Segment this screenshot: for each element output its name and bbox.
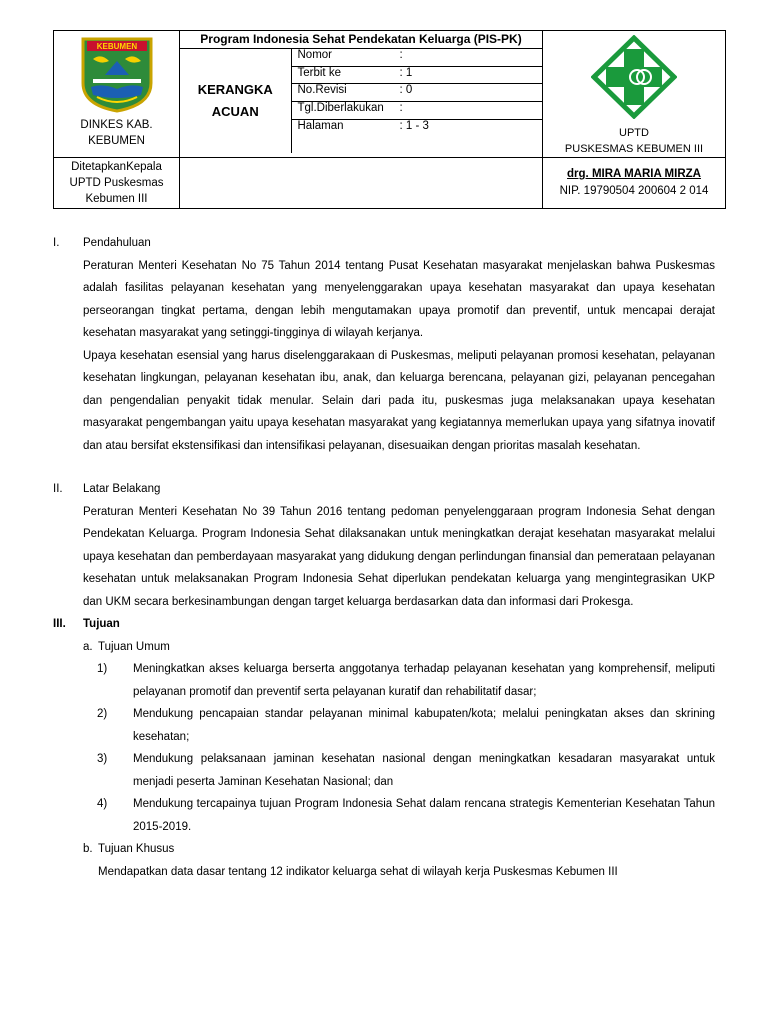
meta-label: Terbit ke — [297, 66, 341, 79]
item-number: 3) — [97, 753, 108, 765]
item-text: Mendukung pencapaian standar pelayanan minimal kabupaten/kota; melalui peningkatan akses dan skrining kesehatan; — [133, 708, 715, 743]
item-number: 1) — [97, 663, 108, 675]
puskesmas-logo-icon — [591, 35, 677, 119]
section-title: Pendahuluan — [83, 237, 151, 249]
doc-type-cell — [180, 49, 291, 153]
signer-cell — [543, 158, 726, 209]
subsection-title: Tujuan Khusus — [98, 843, 175, 855]
meta-row — [291, 49, 542, 66]
subsection-number: a. — [83, 640, 93, 653]
paragraph: Peraturan Menteri Kesehatan No 75 Tahun 2014 tentang Pusat Kesehatan masyarakat menjelaskan bahwa Puskesmas adalah fasilitas pelayanan kesehatan yang menyelenggarakan upaya kesehatan masyarakat dan upaya kesehatan perseorangan tingkat pertama, dengan lebih mengutamakan upaya promotif dan preventif, untuk mencapai derajat kesehatan masyarakat yang setinggi-tingginya di wilayah kerjanya. — [83, 259, 715, 339]
meta-value: : 0 — [399, 84, 413, 97]
kebumen-emblem-icon — [79, 35, 155, 113]
doc-type-line1: KERANGKA — [197, 82, 273, 97]
item-number: 4) — [97, 798, 108, 810]
item-text: Mendukung pelaksanaan jaminan kesehatan nasional dengan meningkatkan kesadaran masyarakat untuk menjadi peserta Jaminan Kesehatan Nasional; dan — [133, 753, 715, 788]
signer-name: drg. MIRA MARIA MIRZA — [567, 168, 701, 180]
section-title: Tujuan — [83, 618, 120, 630]
meta-row — [291, 84, 542, 102]
left-logo-cell — [54, 31, 180, 158]
emblem-text: KEBUMEN — [96, 42, 137, 51]
meta-row — [291, 102, 542, 120]
meta-row — [291, 66, 542, 84]
meta-label: No.Revisi — [297, 84, 347, 97]
subsection-number: b. — [83, 843, 93, 855]
section-number: III. — [53, 618, 66, 630]
list-item — [53, 703, 715, 748]
item-text: Meningkatkan akses keluarga berserta anggotanya terhadap pelayanan kesehatan yang komprehensif, meliputi pelayanan promotif dan preventif serta pelayanan kuratif dan rehabilitatif dasar; — [133, 663, 715, 698]
meta-label: Halaman — [297, 119, 344, 132]
approval-line3: Kebumen III — [85, 193, 148, 205]
subsection-a — [53, 636, 715, 659]
meta-value: : — [399, 49, 403, 61]
document-body — [53, 232, 715, 883]
org-right-line1: UPTD — [619, 127, 649, 139]
item-text: Mendukung tercapainya tujuan Program Indonesia Sehat dalam rencana strategis Kementerian Kesehatan Tahun 2015-2019. — [133, 798, 715, 833]
org-right-line2: PUSKESMAS KEBUMEN III — [564, 143, 704, 155]
list-item — [53, 748, 715, 793]
meta-value: : 1 - 3 — [399, 119, 429, 132]
program-cell — [180, 31, 543, 158]
section-tujuan — [53, 613, 715, 636]
meta-value: : — [399, 102, 403, 115]
meta-label: Nomor — [297, 49, 333, 61]
approval-line1: DitetapkanKepala — [71, 161, 162, 173]
right-logo-cell — [543, 31, 726, 158]
list-item — [53, 793, 715, 838]
org-left-line1: DINKES KAB. — [80, 119, 153, 131]
paragraph: Peraturan Menteri Kesehatan No 39 Tahun 2016 tentang pedoman penyelenggaraan program Indonesia Sehat dengan Pendekatan Keluarga. Program Indonesia Sehat dilaksanakan untuk meningkatkan derajat kesehatan masyarakat melalui upaya kesehatan dan pemberdayaan masyarakat yang didukung dengan perlindungan finansial dan pemerataan pelayanan kesehatan untuk melaksanakan Program Indonesia Sehat diperlukan pendekatan keluarga yang mengintegrasikan UKP dan UKM secara berkesinambungan dengan target keluarga berdasarkan data dan informasi dari Prokesga. — [83, 505, 715, 608]
section-title: Latar Belakang — [83, 483, 161, 495]
program-title: Program Indonesia Sehat Pendekatan Keluarga (PIS-PK) — [180, 31, 542, 49]
list-item — [53, 658, 715, 703]
paragraph: Mendapatkan data dasar tentang 12 indikator keluarga sehat di wilayah kerja Puskesmas Kebumen III — [98, 865, 618, 878]
section-number: I. — [53, 237, 60, 249]
item-number: 2) — [97, 708, 108, 720]
approval-cell — [54, 158, 180, 209]
meta-row — [291, 119, 542, 153]
subsection-b — [53, 838, 715, 861]
subsection-title: Tujuan Umum — [98, 640, 170, 653]
approval-line2: UPTD Puskesmas — [69, 177, 164, 189]
document-header — [53, 30, 726, 209]
section-latar-belakang — [53, 478, 715, 613]
signer-nip: NIP. 19790504 200604 2 014 — [559, 185, 709, 197]
org-left-line2: KEBUMEN — [88, 135, 145, 147]
paragraph: Upaya kesehatan esensial yang harus diselenggarakaan di Puskesmas, meliputi pelayanan promosi kesehatan, pelayanan kesehatan lingkungan, pelayanan kesehatan ibu, anak, dan keluarga berencana, pelayanan gizi, pelayanan pencegahan dan pengendalian penyakit tidak menular. Selain dari pada itu, puskesmas juga melaksanakan upaya kesehatan masyarakat pengembangan yaitu upaya kesehatan masyarakat yang kegiatannya memerlukan upaya yang sifatnya inovatif dan atau bersifat ekstensifikasi dan intensifikasi pelayanan, disesuaikan dengan prioritas masalah kesehatan. — [83, 349, 715, 452]
meta-value: : 1 — [399, 66, 413, 79]
doc-type-line2: ACUAN — [211, 104, 259, 119]
section-number: II. — [53, 483, 63, 495]
empty-cell — [180, 158, 543, 209]
section-pendahuluan — [53, 232, 715, 457]
meta-label: Tgl.Diberlakukan — [297, 102, 384, 115]
